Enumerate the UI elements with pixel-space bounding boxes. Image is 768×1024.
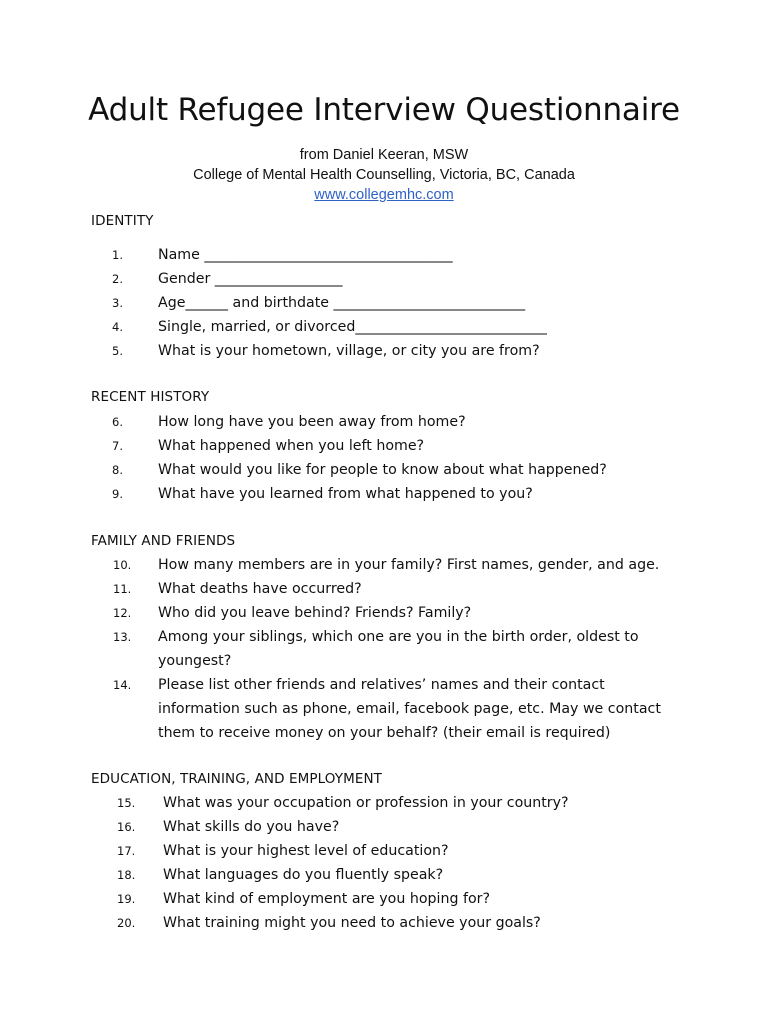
question-text: How long have you been away from home? bbox=[158, 414, 466, 430]
question-text: What is your highest level of education? bbox=[163, 843, 449, 859]
question-number: 17. bbox=[117, 844, 136, 858]
question-number: 7. bbox=[112, 439, 123, 453]
question-item bbox=[0, 410, 768, 434]
question-text: What languages do you fluently speak? bbox=[163, 867, 444, 883]
question-number: 11. bbox=[113, 582, 132, 596]
question-text: Gender __________________ bbox=[158, 271, 343, 287]
question-text: What would you like for people to know about what happened? bbox=[158, 462, 607, 478]
question-item bbox=[0, 339, 768, 363]
question-number: 10. bbox=[113, 558, 132, 572]
question-text: What kind of employment are you hoping for? bbox=[163, 891, 491, 907]
question-item bbox=[0, 791, 768, 815]
question-number: 19. bbox=[117, 892, 136, 906]
question-number: 6. bbox=[112, 415, 123, 429]
question-number: 14. bbox=[113, 678, 132, 692]
document-title: Adult Refugee Interview Questionnaire bbox=[88, 92, 680, 128]
question-text: What happened when you left home? bbox=[158, 438, 425, 454]
question-item bbox=[0, 482, 768, 506]
question-item bbox=[0, 315, 768, 339]
question-item bbox=[0, 839, 768, 863]
question-item bbox=[0, 887, 768, 911]
question-number: 2. bbox=[112, 272, 123, 286]
question-number: 20. bbox=[117, 916, 136, 930]
question-number: 12. bbox=[113, 606, 132, 620]
question-item bbox=[0, 863, 768, 887]
question-item bbox=[0, 673, 768, 745]
question-text: Single, married, or divorced___________________________ bbox=[158, 319, 547, 335]
website-link[interactable]: www.collegemhc.com bbox=[314, 187, 454, 203]
question-text: Age______ and birthdate ___________________________ bbox=[158, 295, 526, 311]
question-number: 4. bbox=[112, 320, 123, 334]
question-text: What deaths have occurred? bbox=[158, 581, 362, 597]
question-text: What have you learned from what happened to you? bbox=[158, 486, 533, 502]
question-item bbox=[0, 553, 768, 577]
question-item bbox=[0, 267, 768, 291]
section-heading-education-training-employment: EDUCATION, TRAINING, AND EMPLOYMENT bbox=[91, 771, 383, 787]
question-item bbox=[0, 458, 768, 482]
question-text: Please list other friends and relatives’ names and their contact information such as phone, email, facebook page, etc. May we contact them to receive money on your behalf? (their email is required) bbox=[158, 677, 661, 741]
author-line: from Daniel Keeran, MSW bbox=[299, 147, 469, 163]
section-heading-family-friends: FAMILY AND FRIENDS bbox=[91, 533, 236, 549]
question-number: 1. bbox=[112, 248, 123, 262]
question-item bbox=[0, 911, 768, 935]
question-item bbox=[0, 434, 768, 458]
question-item bbox=[0, 815, 768, 839]
question-number: 9. bbox=[112, 487, 123, 501]
question-number: 5. bbox=[112, 344, 123, 358]
question-number: 13. bbox=[113, 630, 132, 644]
question-number: 8. bbox=[112, 463, 123, 477]
question-item bbox=[0, 243, 768, 267]
question-text: What is your hometown, village, or city you are from? bbox=[158, 343, 540, 359]
question-item bbox=[0, 601, 768, 625]
question-number: 15. bbox=[117, 796, 136, 810]
question-text: What skills do you have? bbox=[163, 819, 340, 835]
question-text: Among your siblings, which one are you in the birth order, oldest to youngest? bbox=[158, 629, 639, 669]
question-number: 3. bbox=[112, 296, 123, 310]
question-item bbox=[0, 577, 768, 601]
question-number: 16. bbox=[117, 820, 136, 834]
question-text: Name ___________________________________ bbox=[158, 247, 453, 263]
college-line: College of Mental Health Counselling, Victoria, BC, Canada bbox=[193, 167, 575, 183]
question-number: 18. bbox=[117, 868, 136, 882]
question-item bbox=[0, 625, 768, 673]
section-heading-recent-history: RECENT HISTORY bbox=[91, 389, 210, 405]
question-item bbox=[0, 291, 768, 315]
website-link-line bbox=[0, 186, 768, 204]
question-text: Who did you leave behind? Friends? Family? bbox=[158, 605, 472, 621]
question-text: How many members are in your family? First names, gender, and age. bbox=[158, 557, 660, 573]
question-text: What was your occupation or profession in your country? bbox=[163, 795, 569, 811]
section-heading-identity: IDENTITY bbox=[91, 213, 154, 229]
question-text: What training might you need to achieve your goals? bbox=[163, 915, 541, 931]
